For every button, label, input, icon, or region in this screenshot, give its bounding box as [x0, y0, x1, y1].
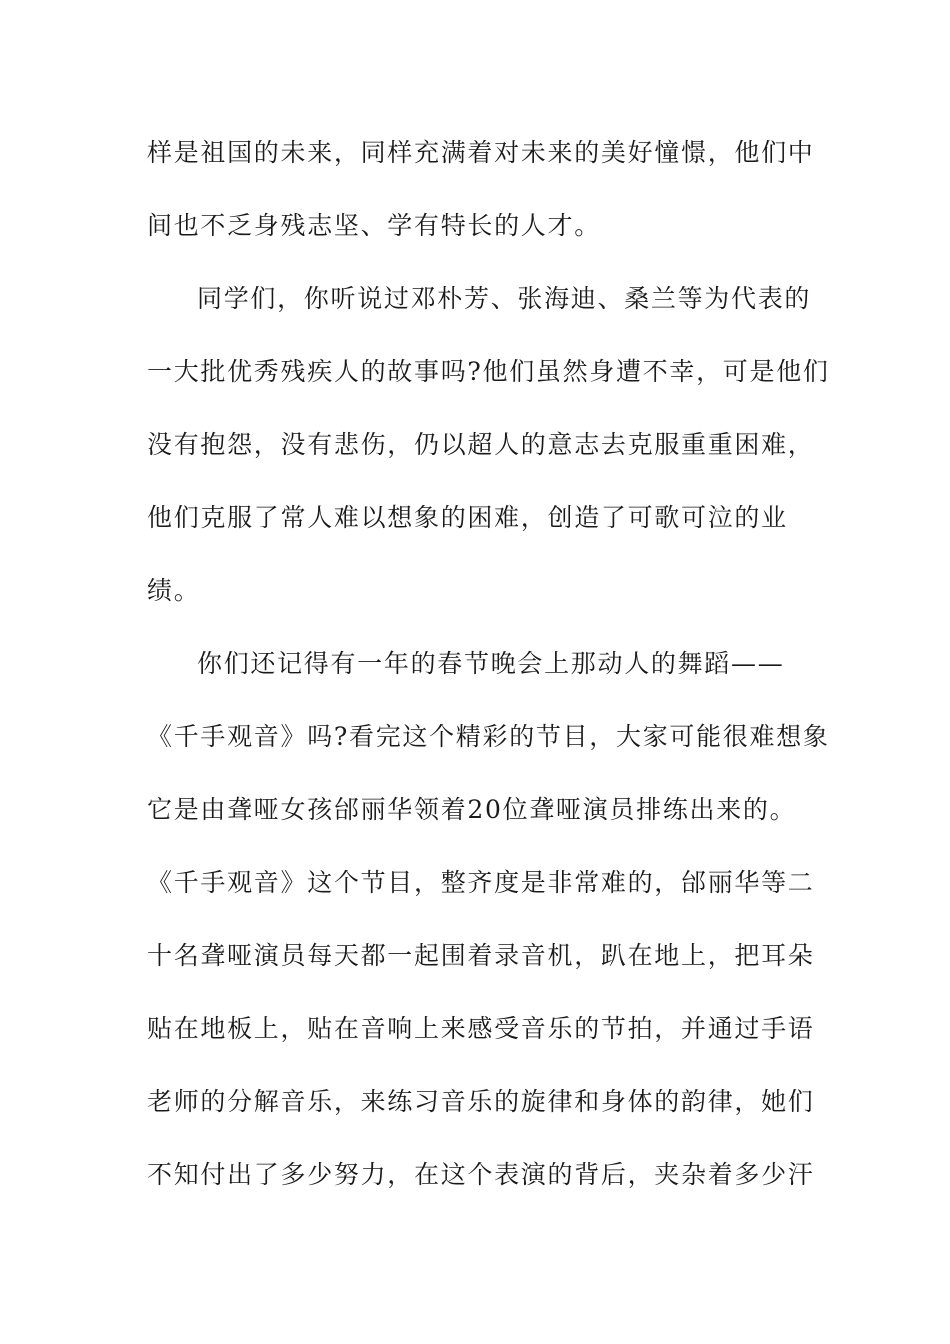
text-line: 贴在地板上，贴在音响上来感受音乐的节拍，并通过手语: [147, 1014, 815, 1043]
text-line: 绩。: [147, 576, 201, 605]
paragraph-first-line: 同学们，你听说过邓朴芳、张海迪、桑兰等为代表的: [197, 284, 812, 313]
text-line: 不知付出了多少努力，在这个表演的背后，夹杂着多少汗: [147, 1160, 815, 1189]
text-line: 他们克服了常人难以想象的困难，创造了可歌可泣的业: [147, 503, 788, 532]
text-line: 《千手观音》这个节目，整齐度是非常难的，邰丽华等二: [147, 868, 815, 897]
text-line: 老师的分解音乐，来练习音乐的旋律和身体的韵律，她们: [147, 1087, 815, 1116]
text-line: 没有抱怨，没有悲伤，仍以超人的意志去克服重重困难，: [147, 430, 815, 459]
text-line: 间也不乏身残志坚、学有特长的人才。: [147, 211, 601, 240]
text-line: 样是祖国的未来，同样充满着对未来的美好憧憬，他们中: [147, 138, 815, 167]
document-body: [147, 130, 830, 1225]
text-line: 它是由聋哑女孩邰丽华领着20位聋哑演员排练出来的。: [147, 795, 797, 824]
text-line: 十名聋哑演员每天都一起围着录音机，趴在地上，把耳朵: [147, 941, 815, 970]
text-line: 一大批优秀残疾人的故事吗?他们虽然身遭不幸，可是他们: [147, 357, 830, 386]
text-line: 《千手观音》吗?看完这个精彩的节目，大家可能很难想象: [147, 722, 830, 751]
paragraph-first-line: 你们还记得有一年的春节晚会上那动人的舞蹈——: [197, 649, 785, 678]
